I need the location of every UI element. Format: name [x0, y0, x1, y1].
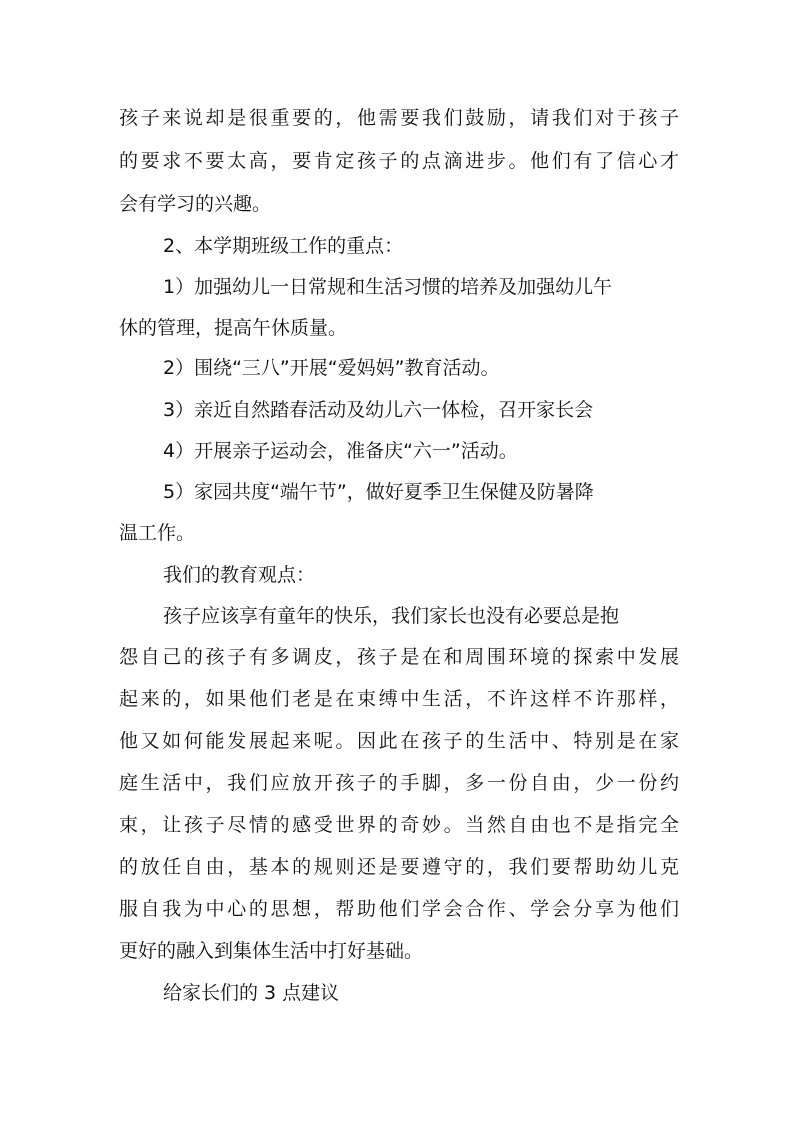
list-item: 4）开展亲子运动会，准备庆“六一”活动。: [163, 440, 518, 462]
paragraph-line: 温工作。: [119, 522, 196, 544]
paragraph-line: 休的管理，提高午休质量。: [119, 317, 348, 339]
list-item: 5）家园共度“端午节”，做好夏季卫生保健及防暑降: [163, 481, 594, 503]
paragraph-line: 孩子来说却是很重要的，他需要我们鼓励，请我们对于孩子: [119, 107, 679, 129]
paragraph-line: 起来的，如果他们老是在束缚中生活，不许这样不许那样，: [119, 688, 679, 710]
list-item: 2）围绕“三八”开展“爱妈妈”教育活动。: [163, 357, 500, 379]
section-heading: 2、本学期班级工作的重点：: [163, 235, 404, 257]
paragraph-line: 更好的融入到集体生活中打好基础。: [119, 940, 424, 962]
list-item: 3）亲近自然踏春活动及幼儿六一体检，召开家长会: [163, 399, 594, 421]
paragraph-line: 的要求不要太高，要肯定孩子的点滴进步。他们有了信心才: [119, 150, 679, 172]
section-heading: 给家长们的 3 点建议: [163, 982, 340, 1004]
paragraph-line: 服自我为中心的思想，帮助他们学会合作、学会分享为他们: [119, 898, 679, 920]
paragraph-line: 怨自己的孩子有多调皮，孩子是在和周围环境的探索中发展: [119, 646, 679, 668]
paragraph-line: 束，让孩子尽情的感受世界的奇妙。当然自由也不是指完全: [119, 814, 679, 836]
list-item: 1）加强幼儿一日常规和生活习惯的培养及加强幼儿午: [163, 276, 613, 298]
paragraph-line: 庭生活中，我们应放开孩子的手脚，多一份自由，少一份约: [119, 772, 679, 794]
paragraph-line: 的放任自由，基本的规则还是要遵守的，我们要帮助幼儿克: [119, 856, 679, 878]
paragraph-line: 他又如何能发展起来呢。因此在孩子的生活中、特别是在家: [119, 730, 679, 752]
section-heading: 我们的教育观点：: [163, 564, 316, 586]
paragraph-line: 会有学习的兴趣。: [119, 193, 272, 215]
paragraph-line: 孩子应该享有童年的快乐，我们家长也没有必要总是抱: [163, 605, 620, 627]
